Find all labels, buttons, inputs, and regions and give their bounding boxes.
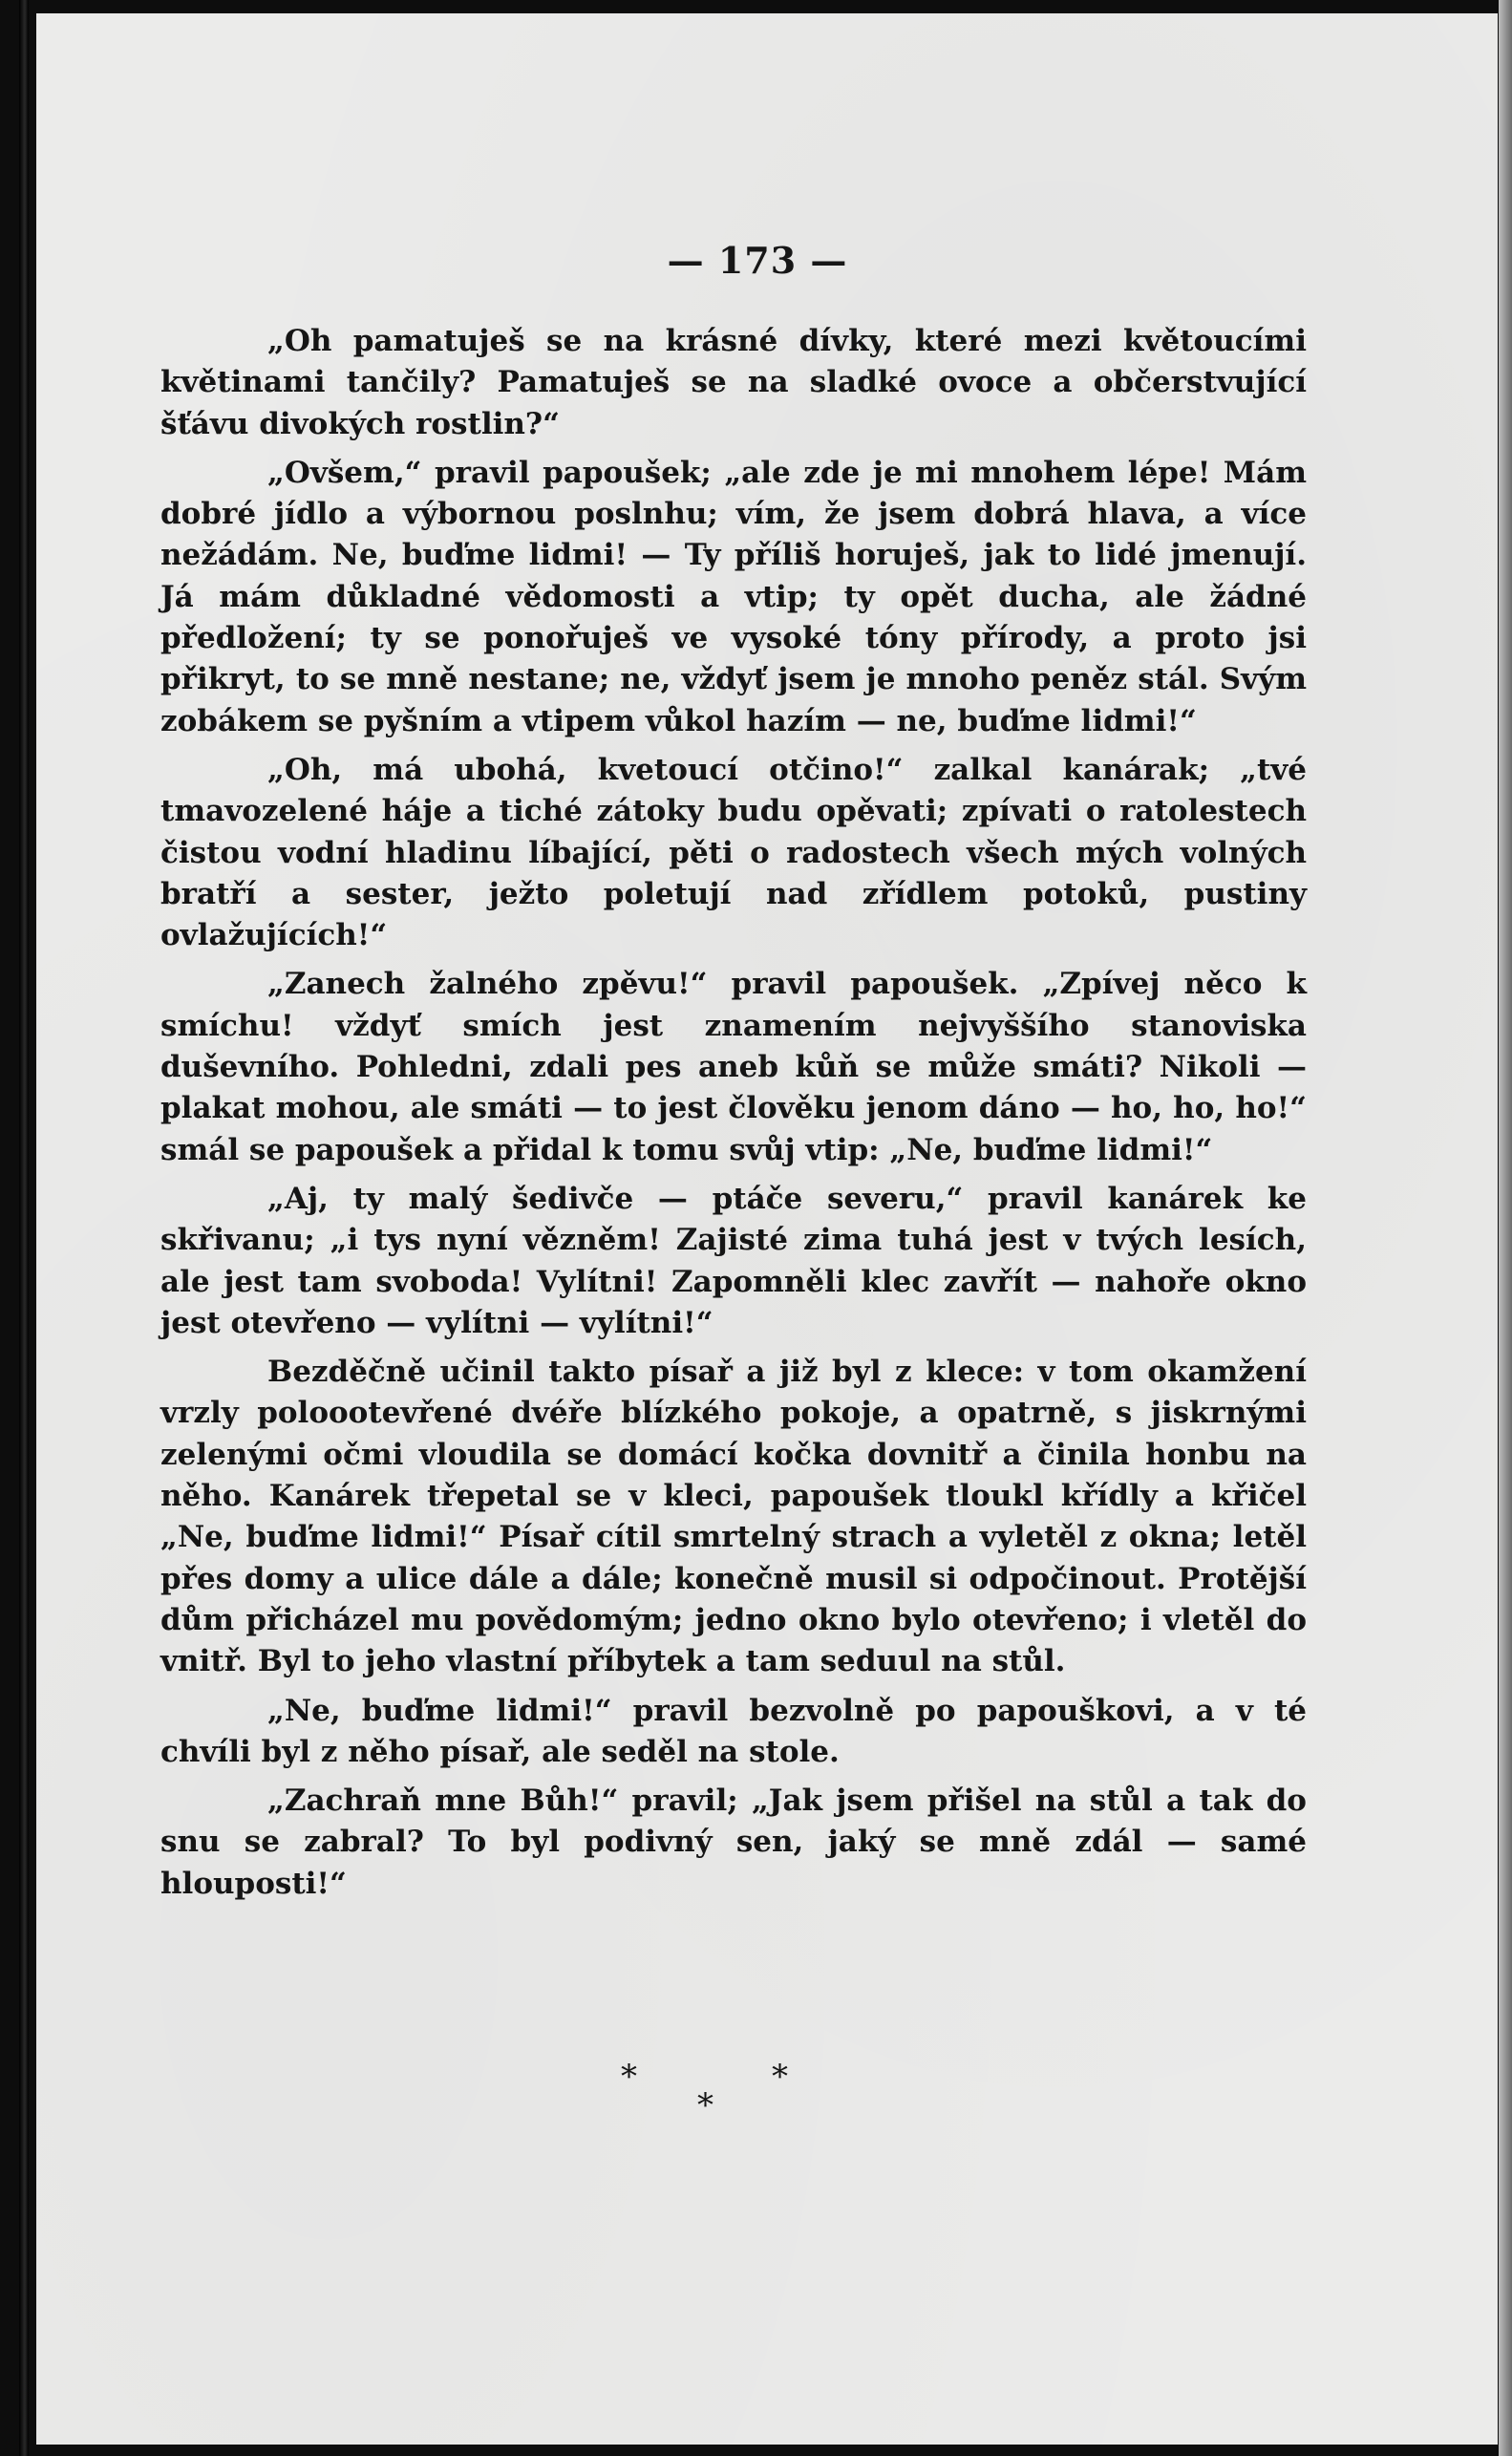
asterisk-mark: * <box>697 2086 713 2125</box>
body-text <box>160 321 1307 1912</box>
paragraph: „Oh pamatuješ se na krásné dívky, které mezi květoucími květinami tančily? Pamatuješ se na sladké ovoce a občerstvující šťávu divokých rostlin?“ <box>160 324 1307 441</box>
paragraph: „Aj, ty malý šedivče — ptáče severu,“ pravil kanárek ke skřivanu; „i tys nyní vězněm! Zajisté zima tuhá jest v tvých lesích, ale jest tam svoboda! Vylítni! Zapomněli klec zavřít — nahoře okno jest otevřeno — vylítni — vylítni!“ <box>160 1181 1307 1340</box>
paragraph: „Zanech žalného zpěvu!“ pravil papoušek. „Zpívej něco k smíchu! vždyť smích jest znamením nejvyššího stanoviska duševního. Pohledni, zdali pes aneb kůň se může smáti? Nikoli — plakat mohou, ale smáti — to jest člověku jenom dáno — ho, ho, ho!“ smál se papoušek a přidal k tomu svůj vtip: „Ne, buďme lidmi!“ <box>160 967 1307 1167</box>
asterisk-mark: * <box>772 2058 788 2096</box>
paragraph: Bezděčně učinil takto písař a již byl z klece: v tom okamžení vrzly poloootevřené dvéře blízkého pokoje, a opatrně, s jiskrnými zelenými očmi vloudila se domácí kočka dovnitř a činila honbu na něho. Kanárek třepetal se v kleci, papoušek tloukl křídly a křičel „Ne, buďme lidmi!“ Písař cítil smrtelný strach a vyletěl z okna; letěl přes domy a ulice dále a dále; konečně musil si odpočinout. Protější dům přicházel mu povědomým; jedno okno bylo otevřeno; i vletěl do vnitř. Byl to jeho vlastní příbytek a tam seduul na stůl. <box>160 1355 1307 1679</box>
paragraph: „Ovšem,“ pravil papoušek; „ale zde je mi mnohem lépe! Mám dobré jídlo a výbornou poslnhu; vím, že jsem dobrá hlava, a více nežádám. Ne, buďme lidmi! — Ty příliš horuješ, jak to lidé jmenují. Já mám důkladné vědomosti a vtip; ty opět ducha, ale žádné předložení; ty se ponořuješ ve vysoké tóny přírody, a proto jsi přikryt, to se mně nestane; ne, vždyť jsem je mnoho peněz stál. Svým zobákem se pyšním a vtipem vůkol hazím — ne, buďme lidmi!“ <box>160 455 1307 738</box>
section-ornament <box>36 2058 1469 2125</box>
asterisk-mark: * <box>621 2058 637 2096</box>
paragraph: „Zachraň mne Bůh!“ pravil; „Jak jsem přišel na stůl a tak do snu se zabral? To byl podivný sen, jaký se mně zdál — samé hlouposti!“ <box>160 1783 1307 1901</box>
page-number: — 173 — <box>667 239 848 282</box>
paragraph: „Oh, má ubohá, kvetoucí otčino!“ zalkal kanárak; „tvé tmavozelené háje a tiché zátoky budu opěvati; zpívati o ratolestech čistou vodní hladinu líbající, pěti o radostech všech mých volných bratří a sester, ježto poletují nad zřídlem potoků, pustiny ovlažujících!“ <box>160 752 1307 953</box>
paragraph: „Ne, buďme lidmi!“ pravil bezvolně po papouškovi, a v té chvíli byl z něho písař, ale seděl na stole. <box>160 1693 1307 1769</box>
book-page <box>36 13 1498 2445</box>
page-edge <box>1499 0 1512 2456</box>
binding-shadow <box>19 0 29 2456</box>
